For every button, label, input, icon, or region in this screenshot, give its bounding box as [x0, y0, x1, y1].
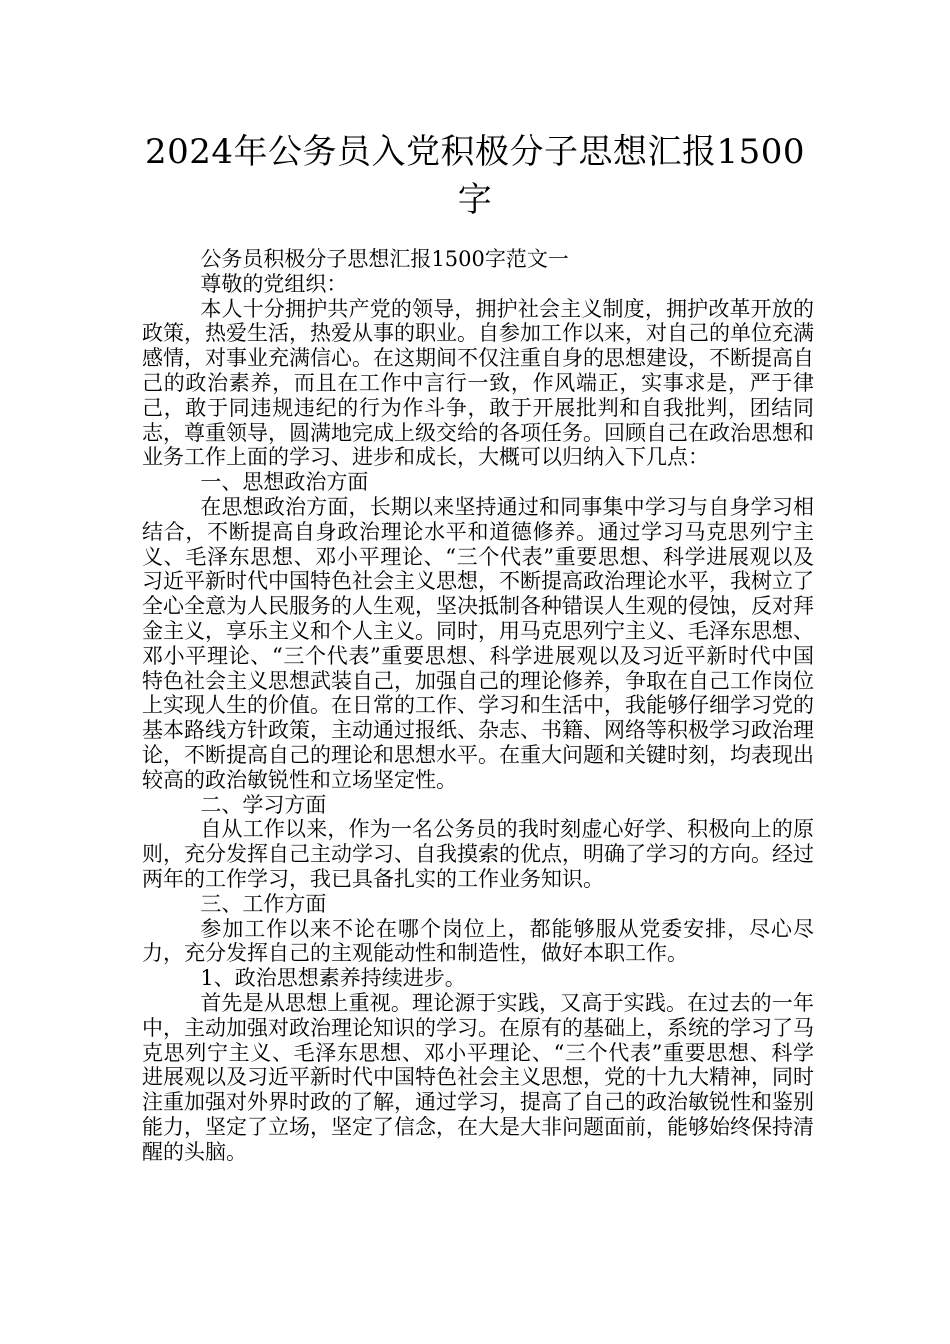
paragraph-salutation: 尊敬的党组织： — [200, 271, 348, 296]
section-heading-political: 一、思想政治方面 — [200, 470, 369, 495]
paragraph-intro: 本人十分拥护共产党的领导，拥护社会主义制度，拥护改革开放的政策，热爱生活，热爱从事的职业。自参加工作以来，对自己的单位充满感情，对事业充满信心。在这期间不仅注重自身的思想建设，不断提高自己的政治素养，而且在工作中言行一致，作风端正，实事求是，严于律己，敢于同违规违纪的行为作斗争，敢于开展批判和自我批判，团结同志，尊重领导，圆满地完成上级交给的各项任务。回顾自己在政治思想和业务工作上面的学习、进步和成长，大概可以归纳入下几点： — [142, 296, 814, 470]
paragraph-work: 参加工作以来不论在哪个岗位上，都能够服从党委安排，尽心尽力，充分发挥自己的主观能动性和制造性，做好本职工作。 — [142, 916, 814, 966]
paragraph-progress: 首先是从思想上重视。理论源于实践，又高于实践。在过去的一年中，主动加强对政治理论知识的学习。在原有的基础上，系统的学习了马克思列宁主义、毛泽东思想、邓小平理论、“三个代表”重要思想、科学进展观以及习近平新时代中国特色社会主义思想，党的十九大精神，同时注重加强对外界时政的了解，通过学习，提高了自己的政治敏锐性和鉴别能力，坚定了立场，坚定了信念，在大是大非问题面前，能够始终保持清醒的头脑。 — [142, 990, 814, 1164]
section-heading-study: 二、学习方面 — [200, 792, 327, 817]
section-heading-work: 三、工作方面 — [200, 891, 327, 916]
document-title: 2024年公务员入党积极分子思想汇报1500字 — [144, 132, 806, 220]
subsection-heading-progress: 1、政治思想素养持续进步。 — [200, 966, 466, 991]
paragraph-study: 自从工作以来，作为一名公务员的我时刻虚心好学、积极向上的原则，充分发挥自己主动学习、自我摸索的优点，明确了学习的方向。经过两年的工作学习，我已具备扎实的工作业务知识。 — [142, 817, 814, 891]
paragraph-heading-sample: 公务员积极分子思想汇报1500字范文一 — [200, 247, 569, 271]
paragraph-political: 在思想政治方面，长期以来坚持通过和同事集中学习与自身学习相结合，不断提高自身政治理论水平和道德修养。通过学习马克思列宁主义、毛泽东思想、邓小平理论、“三个代表”重要思想、科学进展观以及习近平新时代中国特色社会主义思想，不断提高政治理论水平，我树立了全心全意为人民服务的人生观，坚决抵制各种错误人生观的侵蚀，反对拜金主义，享乐主义和个人主义。同时，用马克思列宁主义、毛泽东思想、邓小平理论、“三个代表”重要思想、科学进展观以及习近平新时代中国特色社会主义思想武装自己，加强自己的理论修养，争取在自己工作岗位上实现人生的价值。在日常的工作、学习和生活中，我能够仔细学习党的基本路线方针政策，主动通过报纸、杂志、书籍、网络等积极学习政治理论，不断提高自己的理论和思想水平。在重大问题和关键时刻，均表现出较高的政治敏锐性和立场坚定性。 — [142, 494, 814, 792]
document-body — [142, 247, 814, 1164]
